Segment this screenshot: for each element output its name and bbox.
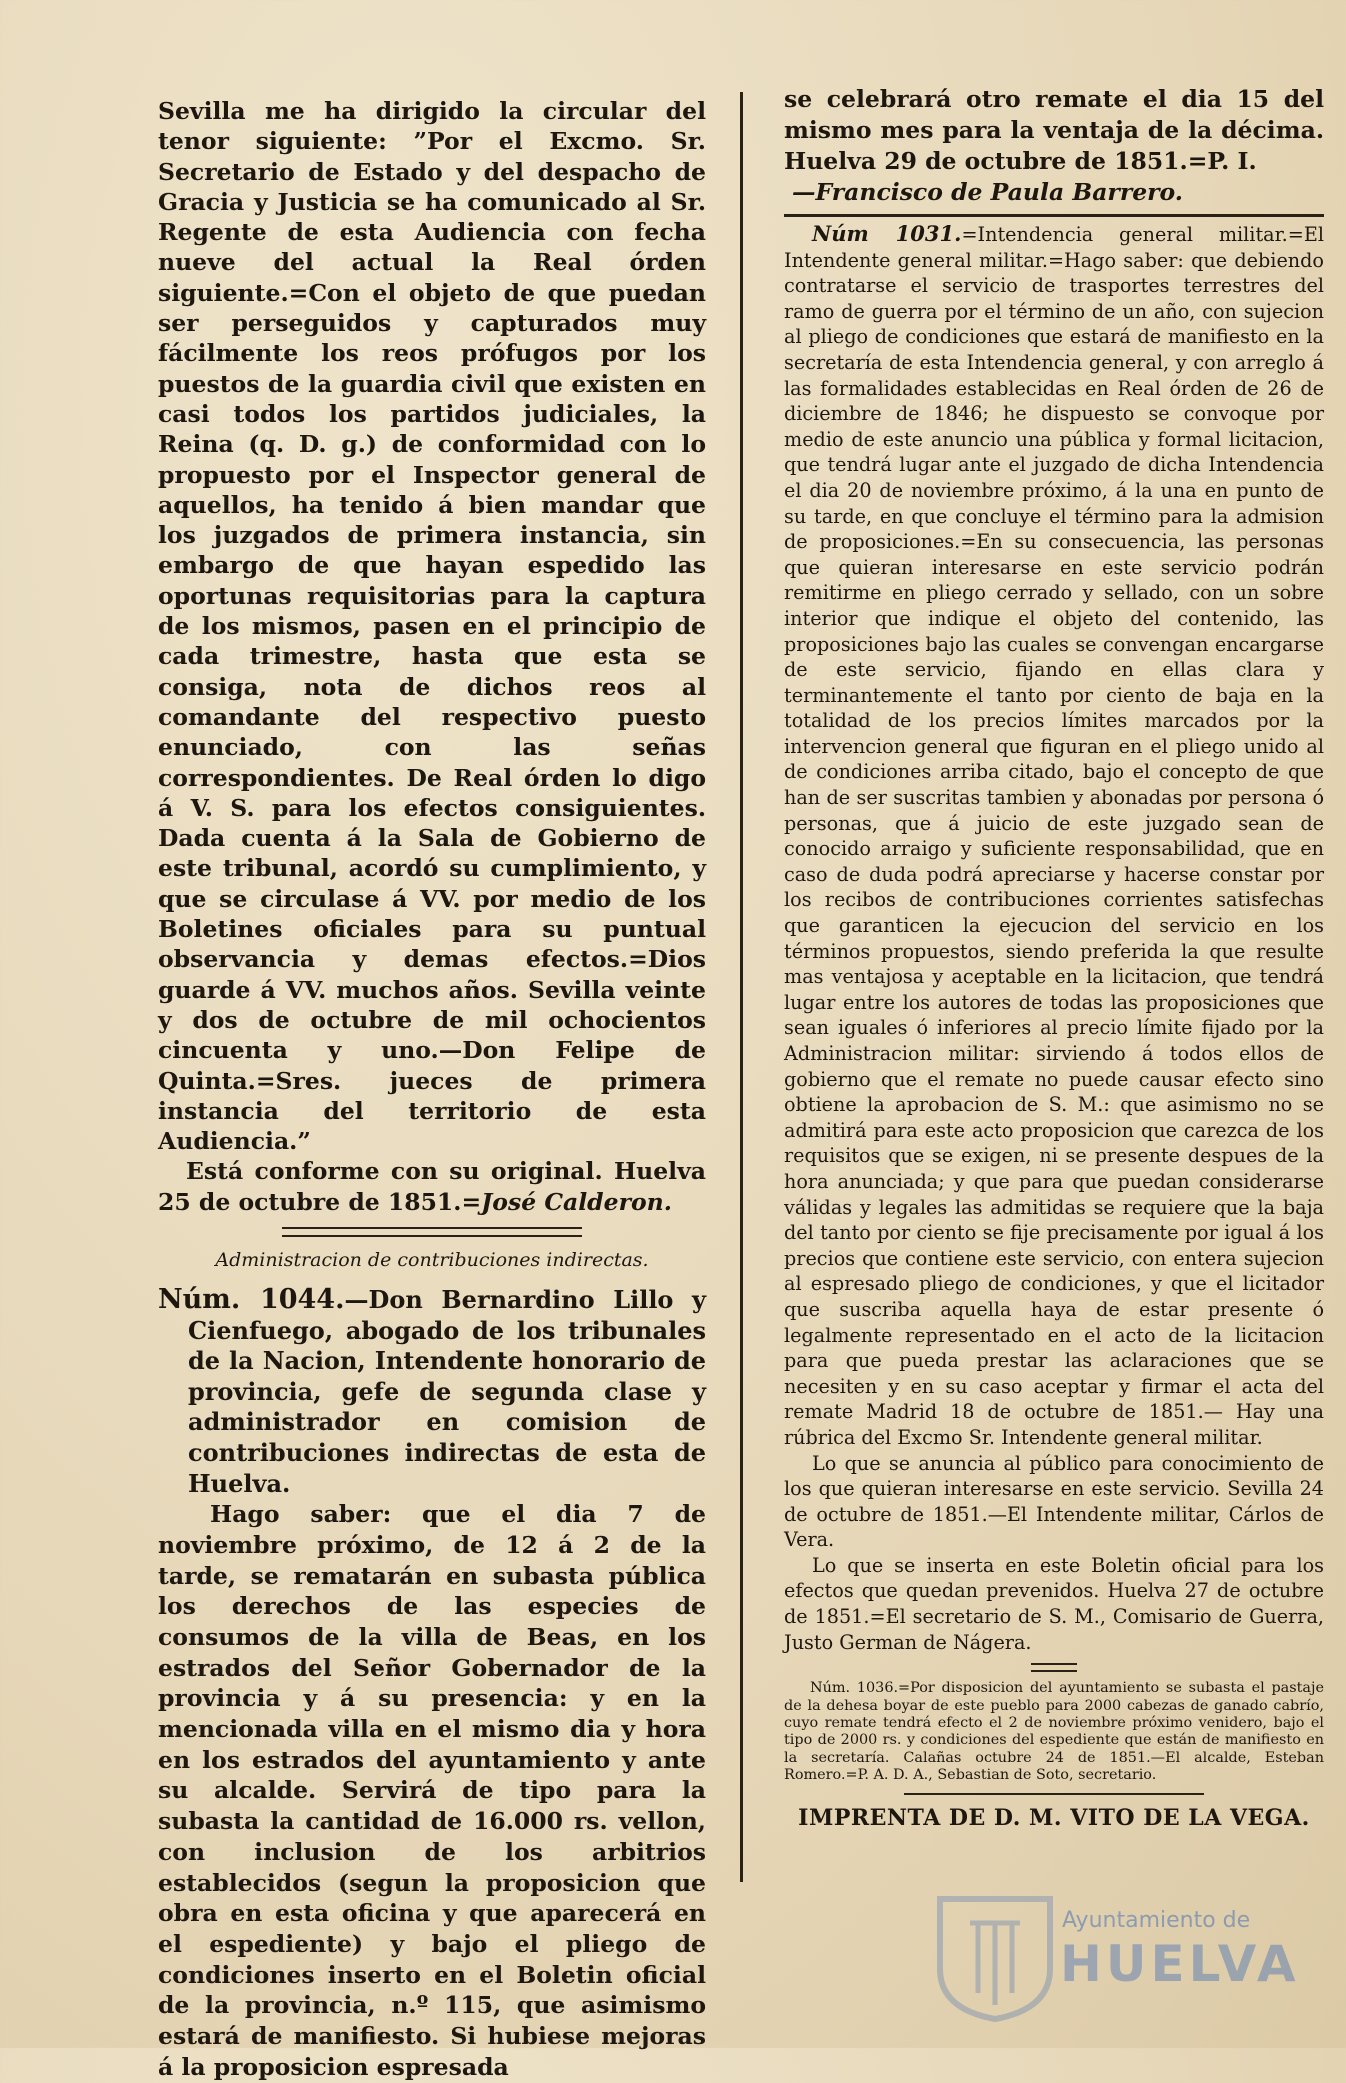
notice-1031-announcement: Lo que se anuncia al público para conocimiento de los que quieran interesarse en este servicio. Sevilla 24 de octubre de 1851.—El Intendente militar, Cárlos de Vera. [784, 1451, 1324, 1552]
conforme-signature: José Calderon. [481, 1187, 672, 1216]
notice-1031-number: Núm 1031. [812, 221, 962, 246]
notice-1031-text: =Intendencia general militar.=El Intendente general militar.=Hago saber: que debiendo contratarse el servicio de trasportes terrestres del ramo de guerra por el término de un año, con sujecion al pliego de condiciones que estará de manifiesto en la secretaría de esta Intendencia general, y con arreglo á las formalidades establecidas en Real órden de 26 de diciembre de 1846; he dispuesto se convoque por medio de este anuncio una pública y formal licitacion, que tendrá lugar ante el juzgado de dicha Intendencia el dia 20 de noviembre próximo, á la una en punto de su tarde, en que concluye el término para la admision de proposiciones.=En su consecuencia, las personas que quieran interesarse en este servicio podrán remitirme en pliego cerrado y sellado, con un sobre interior que indique el objeto del contenido, las proposiciones bajo las cuales se convengan encargarse de este servicio, fijando en ellas clara y terminantemente el tanto por ciento de baja en la totalidad de los precios límites marcados por la intervencion general que figuran en el pliego unido al de condiciones arriba citado, bajo el concepto de que han de ser suscritas tambien y abonadas por persona ó personas, que á juicio de este juzgado sean de conocido arraigo y suficiente responsabilidad, que en caso de duda podrá apreciarse y hacerse constar por los recibos de contribuciones corrientes satisfechas que garanticen la ejecucion del servicio en los términos propuestos, siendo preferida la que resulte mas ventajosa y aceptable en la licitacion, que tendrá lugar entre los autores de todas las proposiciones que sean iguales ó inferiores al precio límite fijado por la Administracion militar: sirviendo á todos ellos de gobierno que el remate no puede causar efecto sino obtiene la aprobacion de S. M.: que asimismo no se admitirá para este acto proposicion que carezca de los requisitos que se exigen, ni se presente despues de la hora anunciada; y que para que puedan considerarse válidas y legales las admitidas se requiere que la baja del tanto por ciento se fije precisamente por igual á los precios que contiene este servicio, con entera sujecion al espresado pliego de condiciones, y que el licitador que suscriba aquella haya de estar presente ó legalmente representado en el acto de la licitacion para que pueda prestar las aclaraciones que se necesiten y en su caso aceptar y firmar el acta del remate Madrid 18 de octubre de 1851.— Hay una rúbrica del Excmo Sr. Intendente general militar. [784, 223, 1324, 1449]
notice-1036-text: Núm. 1036.=Por disposicion del ayuntamiento se subasta el pastaje de la dehesa boyar de este pueblo para 2000 cabezas de ganado cabrío, cuyo remate tendrá efecto el 2 de noviembre próximo venidero, bajo el tipo de 2000 rs. y condiciones del espediente que están de manifiesto en la secretaría. Calañas octubre 24 de 1851.—El alcalde, Esteban Romero.=P. A. D. A., Sebastian de Soto, secretario. [784, 1680, 1324, 1784]
watermark-line2: HUELVA [1060, 1935, 1300, 1993]
conforme-body: Está conforme con su original. Huelva 25 de octubre de 1851.= [158, 1157, 706, 1216]
notice-1031-body [784, 221, 1324, 1451]
printer-imprint: IMPRENTA DE D. M. VITO DE LA VEGA. [798, 1804, 1310, 1831]
heavy-rule [784, 214, 1324, 217]
notice-1044-number: Núm. 1044. [158, 1283, 345, 1315]
section-title: Administracion de contribuciones indirectas. [215, 1248, 649, 1271]
conforme-text [158, 1156, 706, 1217]
notice-1031-insertion: Lo que se inserta en este Boletin oficial para los efectos que quedan prevenidos. Huelva 27 de octubre de 1851.=El secretario de S. M., Comisario de Guerra, Justo German de Nágera. [784, 1553, 1324, 1654]
separator-rule [282, 1227, 582, 1237]
notice-1044-heading [158, 1285, 706, 1499]
short-separator [1031, 1663, 1077, 1672]
continuation-signature: —Francisco de Paula Barrero. [792, 178, 1183, 206]
continuation-text: se celebrará otro remate el dia 15 del mismo mes para la ventaja de la décima. Huelva 29 de octubre de 1851.=P. I. [784, 85, 1324, 175]
circular-text: Sevilla me ha dirigido la circular del tenor siguiente: ”Por el Excmo. Sr. Secretario de Estado y del despacho de Gracia y Justicia se ha comunicado al Sr. Regente de esta Audiencia con fecha nueve del actual la Real órden siguiente.=Con el objeto de que puedan ser perseguidos y capturados muy fácilmente los reos prófugos por los puestos de la guardia civil que existen en casi todos los partidos judiciales, la Reina (q. D. g.) de conformidad con lo propuesto por el Inspector general de aquellos, ha tenido á bien mandar que los juzgados de primera instancia, sin embargo de que hayan espedido las oportunas requisitorias para la captura de los mismos, pasen en el principio de cada trimestre, hasta que esta se consiga, nota de dichos reos al comandante del respectivo puesto enunciado, con las señas correspondientes. De Real órden lo digo á V. S. para los efectos consiguientes. Dada cuenta á la Sala de Gobierno de este tribunal, acordó su cumplimiento, y que se circulase á VV. por medio de los Boletines oficiales para su puntual observancia y demas efectos.=Dios guarde á VV. muchos años. Sevilla veinte y dos de octubre de mil ochocientos cincuenta y uno.—Don Felipe de Quinta.=Sres. jueces de primera instancia del territorio de esta Audiencia.” [158, 97, 706, 1156]
left-column [158, 96, 706, 2083]
right-column [784, 84, 1324, 1831]
column-divider [740, 92, 743, 1882]
imprenta-rule [904, 1793, 1204, 1795]
crest-column-icon [970, 1923, 1020, 2005]
notice-1044-text: —Don Bernardino Lillo y Cienfuego, abogado de los tribunales de la Nacion, Intendente honorario de provincia, gefe de segunda clase y administrador en comision de contribuciones indirectas de esta de Huelva. [188, 1284, 706, 1498]
watermark-line1: Ayuntamiento de [1062, 1908, 1251, 1933]
notice-1044-body: Hago saber: que el dia 7 de noviembre próximo, de 12 á 2 de la tarde, se rematarán en subasta pública los derechos de las especies de consumos de la villa de Beas, en los estrados del Señor Gobernador de la provincia y á su presencia: y en la mencionada villa en el mismo dia y hora en los estrados del ayuntamiento y ante su alcalde. Servirá de tipo para la subasta la cantidad de 16.000 rs. vellon, con inclusion de los arbitrios establecidos (segun la proposicion que obra en esta oficina y que aparecerá en el espediente) y bajo el pliego de condiciones inserto en el Boletin oficial de la provincia, n.º 115, que asimismo estará de manifiesto. Si hubiese mejoras á la proposicion espresada [158, 1500, 706, 2081]
